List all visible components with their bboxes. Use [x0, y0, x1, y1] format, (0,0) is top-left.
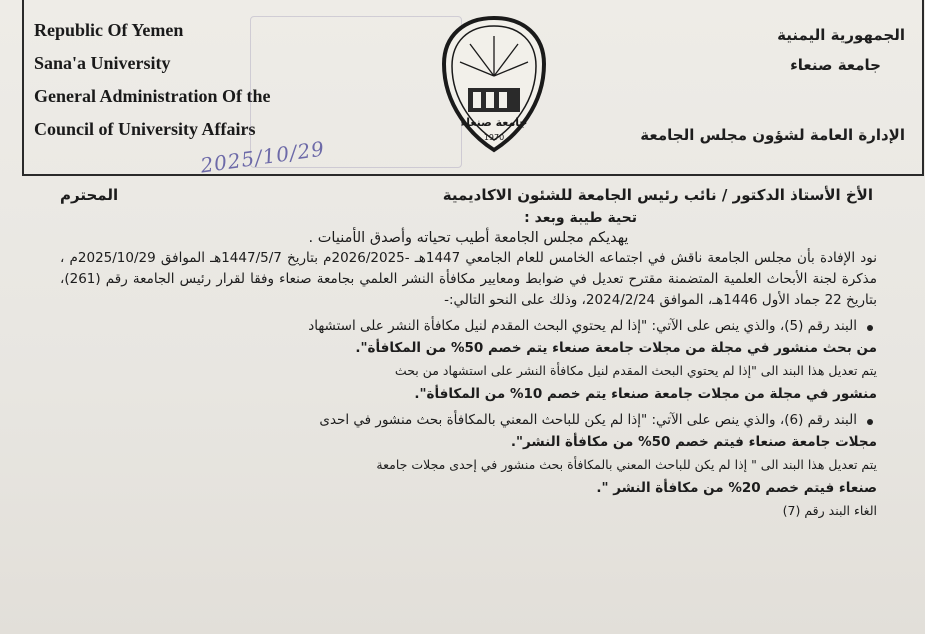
item5-amend-text: منشور في مجلة من مجلات جامعة صنعاء يتم خصم 10% من المكافأة". [414, 386, 877, 402]
arabic-letterhead [640, 20, 905, 150]
item6-continuation: مجلات جامعة صنعاء فيتم خصم 50% من مكافأة النشر". [510, 434, 877, 450]
item5-intro: البند رقم (5)، والذي ينص على الآتي: "إذا لم يحتوي البحث المقدم لنيل مكافأة النشر على استشهاد [308, 318, 857, 334]
list-item-5 [60, 315, 877, 337]
addressee: الأخ الأستاذ الدكتور / نائب رئيس الجامعة للشئون الاكاديمية [442, 186, 873, 204]
arabic-line-republic: الجمهورية اليمنية [777, 26, 905, 44]
greeting: تحية طيبة وبعد : [524, 210, 637, 226]
addressee-line [60, 186, 873, 204]
handwritten-date: 2025/10/29 [198, 136, 327, 178]
item5-continuation: من بحث منشور في مجلة من مجلات جامعة صنعاء يتم خصم 50% من المكافأة". [355, 340, 877, 356]
english-line-administration: General Administration Of the [34, 86, 271, 106]
seal-label: جامعة صنعاء [460, 116, 528, 129]
letter-body [60, 186, 877, 521]
respect-title: المحترم [60, 186, 119, 204]
item5-amend-intro: يتم تعديل هذا البند الى "إذا لم يحتوي البحث المقدم لنيل مكافأة النشر على استشهاد من بحث [394, 363, 877, 378]
english-letterhead [34, 14, 271, 146]
arabic-line-university: جامعة صنعاء [790, 56, 881, 74]
arabic-line-administration: الإدارة العامة لشؤون مجلس الجامعة [640, 126, 905, 144]
list-item-6 [60, 409, 877, 431]
main-paragraph: نود الإفادة بأن مجلس الجامعة ناقش في اجتماعه الخامس للعام الجامعي 1447هـ -2026/2025م بتاريخ 1447/5/7هـ الموافق 2025/10/29م ، مذكرة لجنة الأبحاث العلمية المتضمنة مقترح تعديل في ضوابط ومعايير مكافأة النشر العلمي بجامعة صنعاء وفقا لقرار رئيس الجامعة رقم (261)، بتاريخ 22 جماد الأول 1446هـ، الموافق 2024/2/24، وذلك على النحو التالي:- [60, 250, 877, 308]
item6-amend-intro: يتم تعديل هذا البند الى " إذا لم يكن للباحث المعني بالمكافأة بحث منشور في إحدى مجلات جامعة [376, 457, 877, 472]
item6-intro: البند رقم (6)، والذي ينص على الآتي: "إذا لم يكن للباحث المعني بالمكافأة بحث منشور في احدى [319, 412, 857, 428]
opening-line: يهديكم مجلس الجامعة أطيب تحياته وأصدق الأمنيات . [308, 230, 629, 246]
english-line-council: Council of University Affairs [34, 119, 256, 139]
university-seal-icon [440, 14, 548, 154]
item7-cancel: الغاء البند رقم (7) [782, 503, 877, 518]
english-line-republic: Republic Of Yemen [34, 20, 184, 40]
seal-year: 1970 [483, 133, 505, 142]
item6-amend-text: صنعاء فيتم خصم 20% من مكافأة النشر ". [596, 480, 877, 496]
english-line-university: Sana'a University [34, 53, 171, 73]
